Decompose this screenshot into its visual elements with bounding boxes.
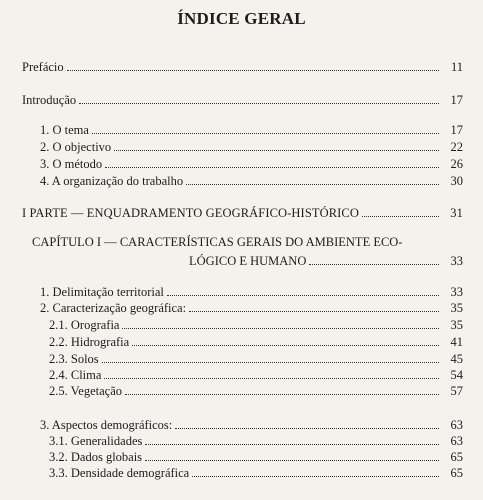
toc-entry-page: 22: [450, 140, 463, 154]
toc-entry-delimitacao: [40, 285, 463, 300]
toc-entry-label: 3.2. Dados globais: [49, 450, 143, 464]
dot-leader: [105, 167, 439, 168]
toc-entry-densidade: [49, 466, 463, 481]
toc-entry-dados-globais: [49, 450, 463, 465]
dot-leader: [79, 103, 439, 104]
toc-entry-label: I PARTE — ENQUADRAMENTO GEOGRÁFICO-HISTÓRICO: [22, 206, 359, 220]
dot-leader: [132, 345, 439, 346]
toc-entry-aspectos: [40, 418, 463, 433]
dot-leader: [362, 216, 439, 217]
toc-entry-hidrografia: [49, 335, 463, 350]
toc-entry-o-tema: [40, 123, 463, 138]
toc-entry-vegetacao: [49, 384, 463, 399]
toc-entry-orografia: [49, 318, 463, 333]
toc-entry-caracterizacao: [40, 301, 463, 316]
toc-entry-solos: [49, 352, 463, 367]
toc-entry-label: 2. Caracterização geográfica:: [40, 301, 187, 315]
toc-entry-page: 33: [450, 285, 463, 299]
toc-entry-label: 3. Aspectos demográficos:: [40, 418, 173, 432]
toc-entry-page: 54: [450, 368, 463, 382]
page-title: ÍNDICE GERAL: [177, 9, 306, 28]
toc-entry-page: 35: [450, 318, 463, 332]
toc-entry-page: 63: [450, 434, 463, 448]
dot-leader: [175, 428, 439, 429]
toc-entry-page: 65: [450, 450, 463, 464]
dot-leader: [186, 184, 439, 185]
toc-entry-page: 41: [450, 335, 463, 349]
toc-entry-page: 33: [450, 254, 463, 268]
toc-entry-page: 35: [450, 301, 463, 315]
toc-entry-label: 1. Delimitação territorial: [40, 285, 164, 299]
dot-leader: [114, 150, 439, 151]
dot-leader: [122, 328, 439, 329]
toc-entry-label: 2.4. Clima: [49, 368, 102, 382]
toc-entry-label: 2.2. Hidrografia: [49, 335, 130, 349]
toc-entry-page: 26: [450, 157, 463, 171]
dot-leader: [125, 394, 439, 395]
toc-entry-part-1: [22, 206, 463, 221]
dot-leader: [309, 264, 439, 265]
toc-entry-label: Prefácio: [22, 60, 64, 74]
toc-entry-prefacio: [22, 60, 463, 75]
chapter-1-title-line1: CAPÍTULO I — CARACTERÍSTICAS GERAIS DO AMBIENTE ECO-: [32, 235, 403, 249]
dot-leader: [104, 378, 439, 379]
dot-leader: [145, 460, 439, 461]
dot-leader: [67, 70, 439, 71]
dot-leader: [102, 362, 439, 363]
toc-entry-label: 2. O objectivo: [40, 140, 112, 154]
toc-entry-page: 45: [450, 352, 463, 366]
toc-entry-label: 3.1. Generalidades: [49, 434, 143, 448]
toc-entry-label: 2.5. Vegetação: [49, 384, 123, 398]
toc-entry-page: 17: [450, 93, 463, 107]
toc-entry-o-objectivo: [40, 140, 463, 155]
dot-leader: [189, 311, 439, 312]
toc-entry-page: 63: [450, 418, 463, 432]
toc-entry-introducao: [22, 93, 463, 108]
toc-entry-label: 1. O tema: [40, 123, 89, 137]
toc-entry-page: 11: [450, 60, 463, 74]
dot-leader: [167, 295, 439, 296]
toc-entry-label: 3.3. Densidade demográfica: [49, 466, 190, 480]
toc-entry-page: 17: [450, 123, 463, 137]
dot-leader: [92, 133, 439, 134]
toc-entry-label: 3. O método: [40, 157, 103, 171]
toc-entry-chapter-1: [189, 254, 463, 269]
toc-entry-label: 2.1. Orografia: [49, 318, 120, 332]
toc-entry-clima: [49, 368, 463, 383]
toc-entry-label: Introdução: [22, 93, 77, 107]
toc-entry-page: 30: [450, 174, 463, 188]
chapter-1-title-line2: LÓGICO E HUMANO: [189, 254, 307, 268]
toc-entry-generalidades: [49, 434, 463, 449]
toc-entry-label: 2.3. Solos: [49, 352, 99, 366]
toc-entry-a-organizacao: [40, 174, 463, 189]
toc-entry-page: 65: [450, 466, 463, 480]
toc-entry-page: 31: [450, 206, 463, 220]
toc-entry-label: 4. A organização do trabalho: [40, 174, 184, 188]
toc-entry-o-metodo: [40, 157, 463, 172]
dot-leader: [192, 476, 439, 477]
dot-leader: [145, 444, 439, 445]
toc-entry-page: 57: [450, 384, 463, 398]
